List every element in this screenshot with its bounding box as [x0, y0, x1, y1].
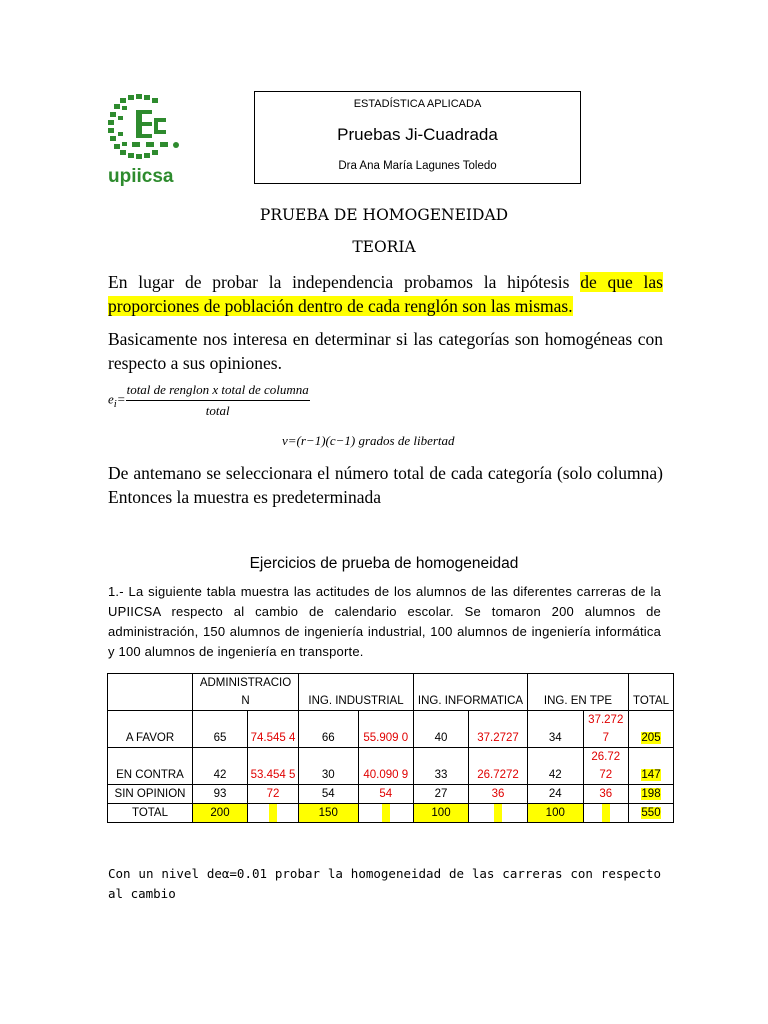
row-total — [629, 711, 674, 748]
header-cell — [108, 674, 193, 711]
row-label: TOTAL — [108, 804, 193, 823]
formula-denominator: total — [205, 403, 230, 418]
author-label: Dra Ana María Lagunes Toledo — [338, 160, 497, 172]
row-total — [629, 748, 674, 785]
expected-cell: 74.545 4 — [248, 711, 299, 748]
logo-text: upiicsa — [108, 166, 174, 186]
row-label: SIN OPINION — [108, 785, 193, 804]
observed-cell: 66 — [299, 711, 359, 748]
expected-cell: 72 — [248, 785, 299, 804]
observed-cell: 30 — [299, 748, 359, 785]
paragraph-2: Basicamente nos interesa en determinar si las categorías son homogéneas con respecto a sus opiniones. — [108, 329, 663, 373]
paragraph-1-highlight: de que las proporciones de población dentro de cada renglón son las mismas. — [108, 272, 663, 316]
exercise-text: 1.- La siguiente tabla muestra las actitudes de los alumnos de las diferentes carreras de la UPIICSA respecto al cambio de calendario escolar. Se tomaron 200 alumnos de administración, 150 alumnos de ingeniería industrial, 100 alumnos de ingeniería informática y 100 alumnos de ingeniería en transporte. — [108, 584, 661, 659]
data-table — [107, 673, 674, 823]
doc-title: Pruebas Ji-Cuadrada — [337, 125, 498, 144]
expected-cell: 40.090 9 — [358, 748, 413, 785]
table-row — [108, 785, 674, 804]
grand-total — [629, 804, 674, 823]
row-label: A FAVOR — [108, 711, 193, 748]
expected-cell: 54 — [358, 785, 413, 804]
expected-cell: 36 — [469, 785, 528, 804]
expected-cell: 26.7272 — [469, 748, 528, 785]
observed-cell: 54 — [299, 785, 359, 804]
expected-cell: 37.272 7 — [583, 711, 628, 748]
observed-cell: 42 — [528, 748, 584, 785]
total-cell-blank — [469, 804, 528, 823]
expected-formula: $e_i=$ $\frac{\text{total de renglon x total de columna}}{\text{total}}$ — [108, 382, 309, 418]
observed-cell: 42 — [193, 748, 248, 785]
expected-cell: 37.2727 — [469, 711, 528, 748]
header-cell: ING. INDUSTRIAL — [299, 674, 414, 711]
observed-cell: 24 — [528, 785, 584, 804]
expected-cell: 53.454 5 — [248, 748, 299, 785]
total-cell-blank — [583, 804, 628, 823]
table-row — [108, 748, 674, 785]
formula-numerator: total de renglon x total de columna — [126, 382, 310, 401]
total-cell: 150 — [299, 804, 359, 823]
row-total — [629, 785, 674, 804]
row-total-value: 198 — [641, 788, 661, 800]
expected-cell: 36 — [583, 785, 628, 804]
formula-lhs: e — [108, 391, 114, 407]
observed-cell: 65 — [193, 711, 248, 748]
subject-label: ESTADÍSTICA APLICADA — [353, 98, 482, 110]
total-cell: 100 — [414, 804, 469, 823]
total-cell: 200 — [193, 804, 248, 823]
observed-cell: 40 — [414, 711, 469, 748]
row-total-value: 205 — [641, 732, 661, 744]
total-cell-blank — [248, 804, 299, 823]
table-total-row — [108, 804, 674, 823]
paragraph-1-text: En lugar de probar la independencia probamos la hipótesis — [108, 272, 581, 292]
row-label: EN CONTRA — [108, 748, 193, 785]
section-subtitle: TEORIA — [352, 238, 416, 256]
formula-sub: i — [113, 398, 117, 411]
paragraph-3: De antemano se seleccionara el número total de cada categoría (solo columna) Entonces la muestra es predeterminada — [108, 463, 663, 507]
table-row — [108, 711, 674, 748]
exercise-title: Ejercicios de prueba de homogeneidad — [249, 555, 519, 572]
section-title: PRUEBA DE HOMOGENEIDAD — [259, 206, 509, 224]
header-box — [254, 91, 581, 184]
header-cell: ING. EN TPE — [528, 674, 629, 711]
row-total-value: 147 — [641, 769, 661, 781]
expected-cell: 55.909 0 — [358, 711, 413, 748]
observed-cell: 33 — [414, 748, 469, 785]
table-header-row — [108, 674, 674, 711]
conclusion-text: Con un nivel deα=0.01 probar la homogeneidad de las carreras con respecto al cambio — [108, 866, 661, 901]
degrees-of-freedom: ν=(r−1)(c−1) grados de libertad — [282, 433, 455, 448]
header-cell: TOTAL — [629, 674, 674, 711]
total-cell: 100 — [528, 804, 584, 823]
grand-total-value: 550 — [641, 807, 661, 819]
header-cell: ING. INFORMATICA — [414, 674, 528, 711]
expected-cell: 26.72 72 — [583, 748, 628, 785]
upiicsa-logo — [106, 92, 186, 186]
header-cell: ADMINISTRACIO N — [193, 674, 299, 711]
total-cell-blank — [358, 804, 413, 823]
observed-cell: 34 — [528, 711, 584, 748]
observed-cell: 27 — [414, 785, 469, 804]
observed-cell: 93 — [193, 785, 248, 804]
paragraph-1 — [108, 270, 663, 318]
